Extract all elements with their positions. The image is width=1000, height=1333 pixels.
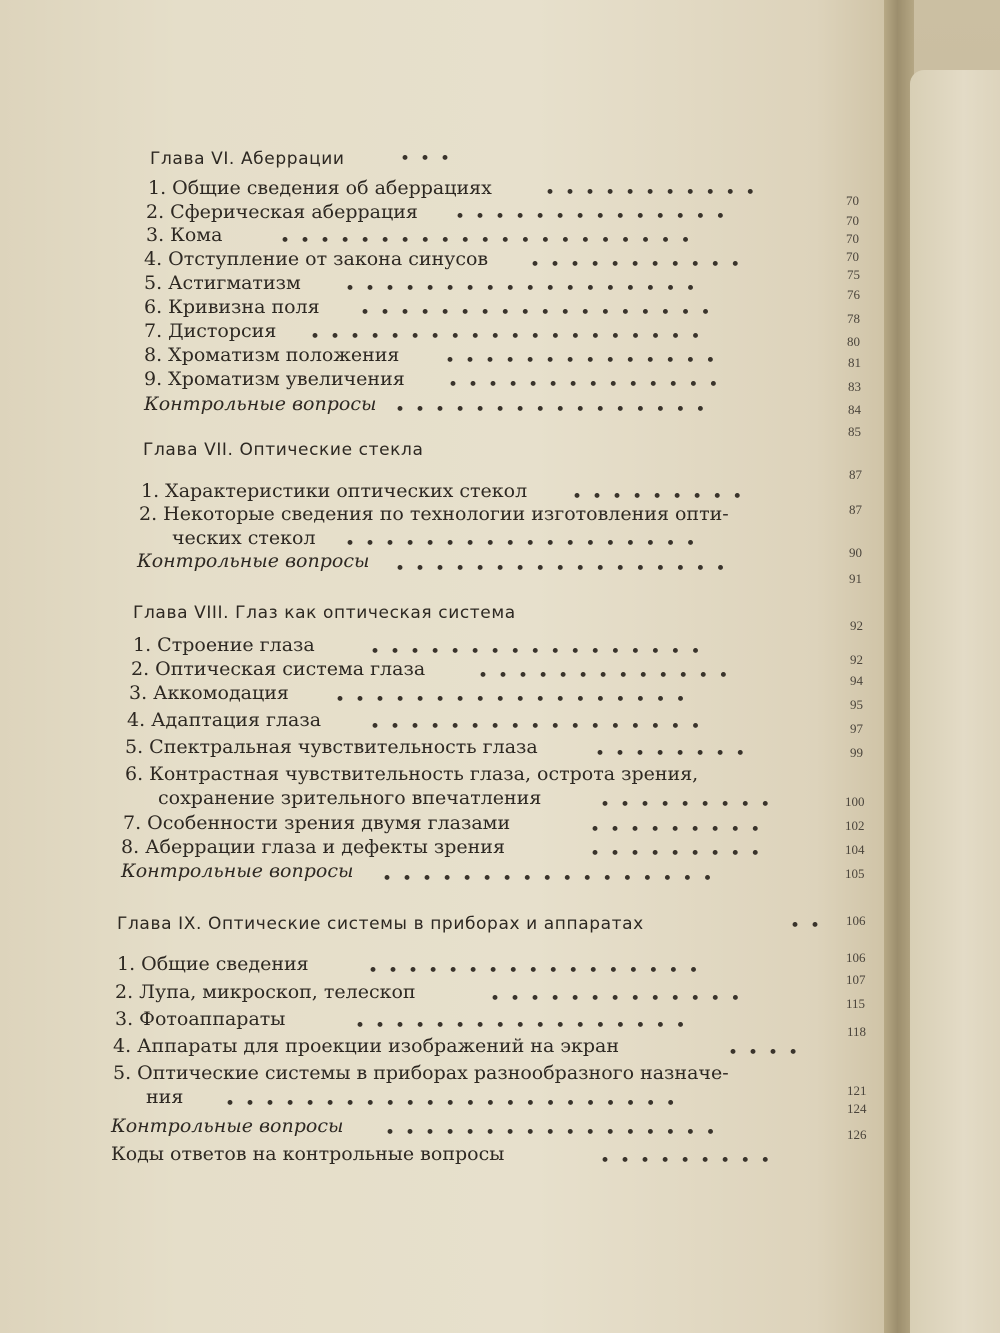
chapter-7-title: Глава VII. Оптические стекла (143, 440, 424, 460)
page-number: 105 (845, 866, 865, 881)
page-number: 95 (850, 697, 863, 712)
leader-dots: ••••••••• (590, 844, 771, 864)
page-number: 90 (849, 545, 862, 560)
toc-entry: 9. Хроматизм увеличения (144, 368, 405, 390)
toc-entry-questions: Контрольные вопросы (137, 550, 370, 572)
leader-dots: •••••••••••••• (455, 207, 736, 227)
chapter-6-title: Глава VI. Аберрации (150, 149, 345, 169)
page-number: 102 (845, 818, 865, 833)
page-number: 70 (846, 193, 859, 208)
page-number: 106 (846, 913, 866, 928)
page-number: 115 (846, 996, 866, 1011)
toc-entry-continued: сохранение зрительного впечатления (158, 787, 542, 809)
leader-dots: •••• (728, 1043, 809, 1063)
toc-entry-continued: ния (146, 1086, 184, 1108)
toc-entry: 2. Оптическая система глаза (131, 658, 426, 680)
page-number: 118 (847, 1024, 867, 1039)
page-number: 80 (847, 334, 860, 349)
leader-dots: ••••••••••••••••• (370, 717, 711, 737)
leader-dots: •••••••••••••• (448, 375, 729, 395)
page-number: 107 (846, 972, 866, 987)
toc-entry-questions: Контрольные вопросы (121, 860, 354, 882)
leader-dots: ••••••••••••••••• (370, 642, 711, 662)
page-number: 81 (848, 355, 861, 370)
page-number: 104 (845, 842, 865, 857)
toc-entry: 4. Отступление от закона синусов (144, 248, 489, 270)
toc-entry: 2. Сферическая аберрация (146, 201, 418, 223)
page-number: 78 (847, 311, 860, 326)
toc-entry: 5. Оптические системы в приборах разнообразного назначе- (113, 1062, 729, 1084)
toc-entry-continued: ческих стекол (172, 527, 316, 549)
toc-entry: 1. Общие сведения (117, 953, 309, 975)
page-number: 70 (846, 231, 859, 246)
page-number: 87 (849, 502, 862, 517)
page-number: 126 (847, 1127, 867, 1142)
leader-dots: •••••••••••••••• (395, 400, 716, 420)
toc-entry: 4. Аппараты для проекции изображений на экран (113, 1035, 619, 1057)
page-number: 99 (850, 745, 863, 760)
leader-dots: •••••••• (595, 744, 756, 764)
leader-dots: •• (790, 916, 831, 936)
leader-dots: ••••••••• (600, 1151, 781, 1171)
toc-entry: 3. Фотоаппараты (115, 1008, 286, 1030)
page-number: 70 (846, 249, 859, 264)
toc-entry: 2. Лупа, микроскоп, телескоп (115, 981, 416, 1003)
leader-dots: •••••••••••••••••••• (310, 327, 711, 347)
leader-dots: •••••••••••••••••• (360, 303, 721, 323)
leader-dots: •••••••••••••••••• (345, 534, 706, 554)
leader-dots: ••••••••••••• (478, 666, 739, 686)
leader-dots: ••••••••• (572, 487, 753, 507)
page-number: 97 (850, 721, 863, 736)
leader-dots: •••••••••••••••••• (335, 690, 696, 710)
page-number: 92 (850, 618, 863, 633)
toc-entry: 7. Особенности зрения двумя глазами (123, 812, 511, 834)
leader-dots: ••••••••••••••••• (355, 1016, 696, 1036)
toc-entry: 3. Кома (146, 224, 223, 246)
leader-dots: ••••••••••••••••• (382, 869, 723, 889)
leader-dots: ••••••••••••••••• (395, 559, 736, 579)
page-number: 83 (848, 379, 861, 394)
leader-dots: ••••••••••••• (490, 989, 751, 1009)
toc-entry: 1. Общие сведения об аберрациях (148, 177, 492, 199)
toc-entry-questions: Контрольные вопросы (144, 393, 377, 415)
toc-entry: 6. Контрастная чувствительность глаза, острота зрения, (125, 763, 699, 785)
toc-entry: 5. Астигматизм (144, 272, 301, 294)
leader-dots: ••••••••••• (545, 183, 766, 203)
toc-entry: 8. Хроматизм положения (144, 344, 400, 366)
leader-dots: ••••••••• (600, 795, 781, 815)
leader-dots: ••••••••••••••••••••••• (225, 1094, 686, 1114)
page-number: 106 (846, 950, 866, 965)
toc-entry: 7. Дисторсия (144, 320, 277, 342)
right-page-edge (910, 70, 1000, 1333)
leader-dots: ••••••••••• (530, 255, 751, 275)
leader-dots: ••••••••••••••••• (368, 961, 709, 981)
toc-entry: 4. Адаптация глаза (127, 709, 322, 731)
page-number: 91 (849, 571, 862, 586)
page-number: 85 (848, 424, 861, 439)
chapter-8-title: Глава VIII. Глаз как оптическая система (133, 603, 516, 623)
chapter-9-title: Глава IX. Оптические системы в приборах и аппаратах (117, 914, 644, 934)
toc-entry: 3. Аккомодация (129, 682, 289, 704)
toc-entry: 1. Строение глаза (133, 634, 315, 656)
page-number: 121 (847, 1083, 867, 1098)
toc-entry: 6. Кривизна поля (144, 296, 320, 318)
leader-dots: ••••••••• (590, 820, 771, 840)
toc-entry-answers: Коды ответов на контрольные вопросы (111, 1143, 505, 1165)
page-number: 124 (847, 1101, 867, 1116)
page-number: 94 (850, 673, 863, 688)
leader-dots: ••••••••••••••••••••• (280, 231, 701, 251)
page-number: 92 (850, 652, 863, 667)
toc-entry: 5. Спектральная чувствительность глаза (125, 736, 538, 758)
page-number: 100 (845, 794, 865, 809)
toc-entry: 1. Характеристики оптических стекол (141, 480, 528, 502)
leader-dots: ••• (400, 149, 461, 169)
page-number: 87 (849, 467, 862, 482)
leader-dots: ••••••••••••••••• (385, 1123, 726, 1143)
leader-dots: •••••••••••••••••• (345, 279, 706, 299)
page-number: 76 (847, 287, 860, 302)
page-number: 84 (848, 402, 861, 417)
page-number: 75 (847, 267, 860, 282)
leader-dots: •••••••••••••• (445, 351, 726, 371)
page-number: 70 (846, 213, 859, 228)
toc-entry: 8. Аберрации глаза и дефекты зрения (121, 836, 505, 858)
toc-entry-questions: Контрольные вопросы (111, 1115, 344, 1137)
toc-entry: 2. Некоторые сведения по технологии изготовления опти- (139, 503, 729, 525)
